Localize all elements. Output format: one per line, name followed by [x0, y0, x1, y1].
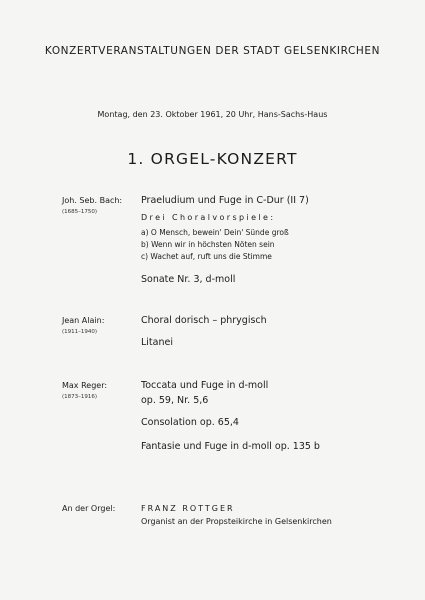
page-header: KONZERTVERANSTALTUNGEN DER STADT GELSENKIRCHEN [44, 45, 381, 57]
composer-lifespan: (1911–1940) [62, 329, 98, 335]
chorale-item: c) Wachet auf, ruft uns die Stimme [141, 252, 272, 261]
program-piece-continuation: op. 59, Nr. 5,6 [141, 395, 209, 406]
organist-name: FRANZ ROTTGER [141, 504, 235, 513]
program-piece: Choral dorisch – phrygisch [141, 315, 267, 326]
program-piece: Praeludium und Fuge in C-Dur (II 7) [141, 195, 309, 206]
event-dateline: Montag, den 23. Oktober 1961, 20 Uhr, Hans-Sachs-Haus [97, 110, 328, 119]
composer-name: Max Reger: [62, 381, 108, 390]
organist-description: Organist an der Propsteikirche in Gelsenkirchen [141, 517, 332, 526]
organist-label: An der Orgel: [62, 504, 116, 513]
composer-lifespan: (1873–1916) [62, 394, 98, 400]
composer-lifespan: (1685–1750) [62, 209, 98, 215]
program-piece: Litanei [141, 337, 173, 348]
chorale-heading: Drei Choralvorspiele: [141, 213, 276, 222]
program-piece: Toccata und Fuge in d-moll [141, 380, 269, 391]
composer-name: Joh. Seb. Bach: [62, 196, 123, 205]
program-piece: Sonate Nr. 3, d-moll [141, 274, 236, 285]
program-piece: Consolation op. 65,4 [141, 417, 239, 428]
chorale-item: a) O Mensch, bewein' Dein' Sünde groß [141, 228, 289, 237]
program-piece: Fantasie und Fuge in d-moll op. 135 b [141, 441, 320, 452]
composer-name: Jean Alain: [62, 316, 105, 325]
chorale-item: b) Wenn wir in höchsten Nöten sein [141, 240, 275, 249]
concert-title: 1. ORGEL-KONZERT [127, 150, 298, 168]
